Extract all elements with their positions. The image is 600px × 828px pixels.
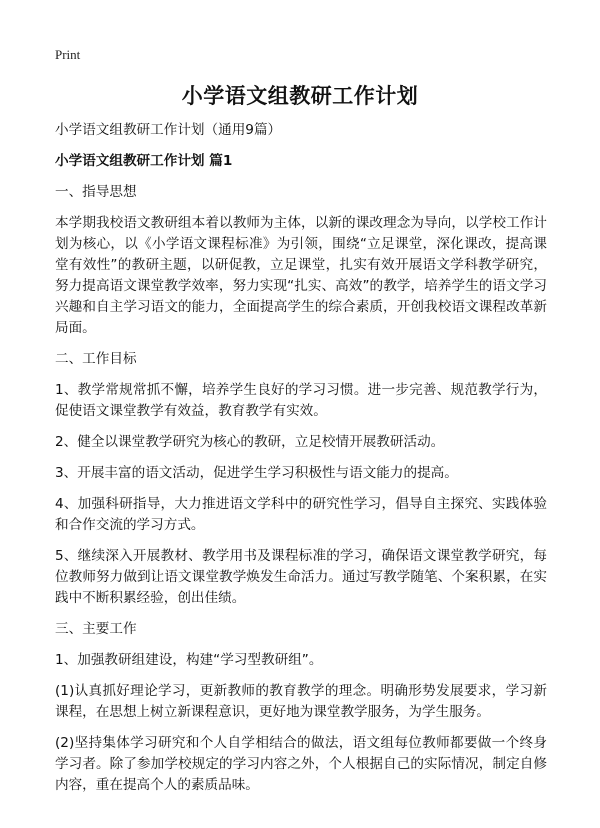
section-title: 小学语文组教研工作计划 篇1 [55,153,233,169]
heading-work-goals: 二、工作目标 [55,351,137,367]
document-body [55,120,547,796]
document-title: 小学语文组教研工作计划 [181,84,419,108]
heading-guiding-ideology: 一、指导思想 [55,184,137,200]
goal-item-5: 5、继续深入开展教材、教学用书及课程标准的学习，确保语文课堂教学研究，每位教师努力做到让语文课堂教学焕发生命活力。通过写教学随笔、个案积累，在实践中不断积累经验，创出佳绩。 [55,548,547,606]
goal-item-3: 3、开展丰富的语文活动，促进学生学习积极性与语文能力的提高。 [55,465,458,481]
paragraph-guiding-ideology: 本学期我校语文教研组本着以教师为主体，以新的课改理念为导向，以学校工作计划为核心，以《小学语文课程标准》为引领，围绕“立足课堂，深化课改，提高课堂有效性”的教研主题，以研促教，立足课堂，扎实有效开展语文学科教学研究，努力提高语文课堂教学效率，努力实现“扎实、高效”的教学，培养学生的语文学习兴趣和自主学习语文的能力，全面提高学生的综合素质，开创我校语文课程改革新局面。 [55,215,547,336]
print-label: Print [55,47,81,62]
goal-item-4: 4、加强科研指导，大力推进语文学科中的研究性学习，倡导自主探究、实践体验和合作交流的学习方式。 [55,496,547,533]
document-subtitle: 小学语文组教研工作计划（通用9篇） [55,122,282,138]
work-subitem-1: (1)认真抓好理论学习，更新教师的教育教学的理念。明确形势发展要求，学习新课程，在思想上树立新课程意识，更好地为课堂教学服务，为学生服务。 [55,683,547,720]
goal-item-2: 2、健全以课堂教学研究为核心的教研，立足校情开展教研活动。 [55,434,445,450]
heading-main-work: 三、主要工作 [55,621,137,637]
goal-item-1: 1、教学常规常抓不懈，培养学生良好的学习习惯。进一步完善、规范教学行为，促使语文课堂教学有效益，教育教学有实效。 [55,382,547,419]
work-subitem-2: (2)坚持集体学习研究和个人自学相结合的做法，语文组每位教师都要做一个终身学习者。除了参加学校规定的学习内容之外，个人根据自己的实际情况，制定自修内容，重在提高个人的素质品味。 [55,735,547,793]
work-item-1: 1、加强教研组建设，构建“学习型教研组”。 [55,652,323,668]
